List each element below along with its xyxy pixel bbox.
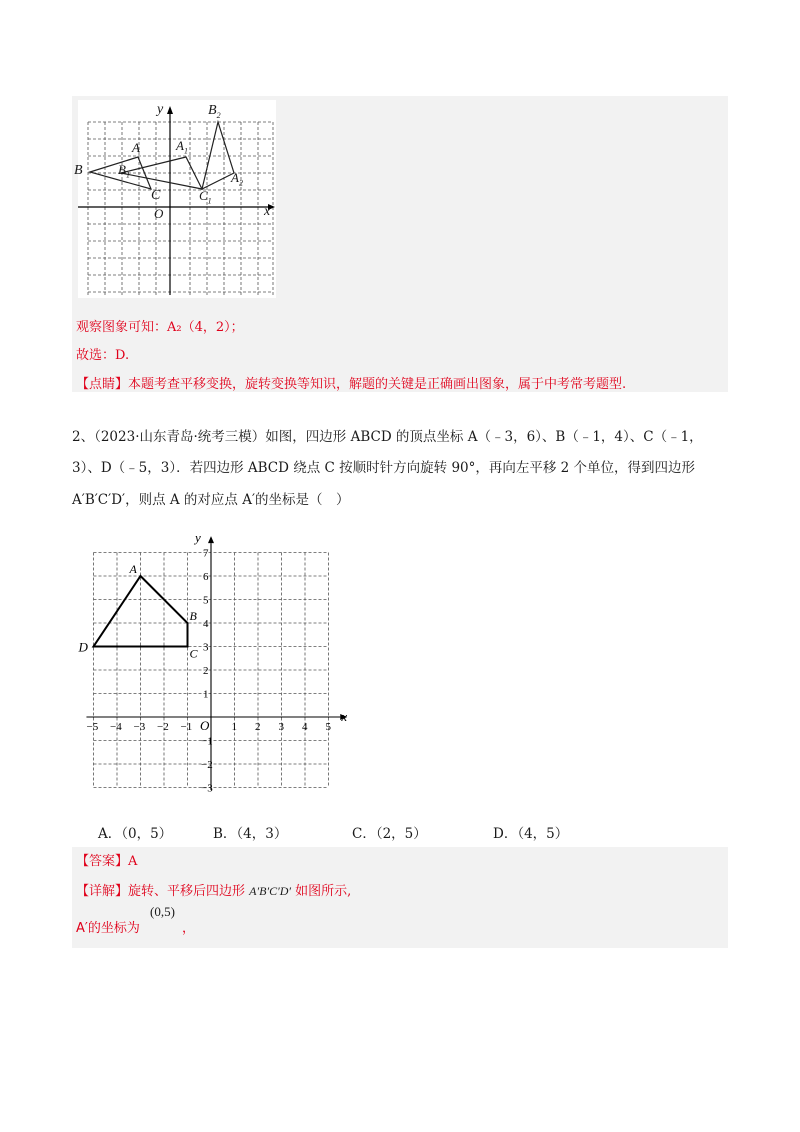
solution-observe: 观察图象可知：A₂（4，2）； [76,320,244,335]
detail-text: 旋转、平移后四边形 [128,884,246,899]
detail-math: A′B′C′D′ [249,884,292,898]
comment-text: 本题考查平移变换，旋转变换等知识，解题的关键是正确画出图象，属于中考常考题型. [128,377,627,392]
point-b-label: B [74,163,83,178]
y-tick-label: 2 [203,665,209,677]
vertex-d-label: D [78,639,88,655]
coord-suffix: ， [182,921,196,936]
coord-value: (0,5) [150,904,175,919]
point-b2-label: $B_2$ [208,103,221,120]
y-axis-label: y [195,529,201,545]
y-tick-label: 1 [203,688,209,701]
comment-line [76,373,626,392]
question-2-line-3: A′B′C′D′，则点 A 的对应点 A′的坐标是（ ） [72,492,350,508]
origin-label: O [154,206,164,221]
x-tick-label: 2 [255,721,261,733]
y-tick-label: 7 [203,547,209,560]
answer-value: A [128,854,138,869]
y-tick-label: 6 [203,571,209,583]
vertex-b-label: B [189,609,197,623]
point-a-label: A [132,140,140,155]
detail-line [76,880,351,899]
option-b: B．（4，3） [213,826,288,842]
point-c-label: C [151,188,161,203]
option-c: C．（2，5） [352,826,427,842]
point-a2-label: $A_2$ [231,170,243,188]
figure-2-graph [70,525,360,800]
figure-1-labels [74,100,276,298]
x-tick-label: −3 [133,721,146,733]
option-a: A．（0，5） [98,826,173,842]
coord-line [76,917,140,936]
y-axis-arrow [208,536,214,543]
y-axis-label: y [157,102,164,117]
x-tick-label: −2 [157,721,169,733]
y-tick-label: 5 [203,594,209,607]
x-tick-label: 4 [302,721,308,733]
coord-prefix: A′的坐标为 [76,921,140,936]
comment-tag: 【点睛】 [76,377,129,392]
detail-text-2: 如图所示, [295,884,352,899]
point-b1-label: $B_1$ [118,162,130,180]
point-c1-label: $C_1$ [199,188,212,206]
y-tick-label: 4 [203,618,209,630]
question-2-line-1: 2、（2023·山东青岛·统考三模）如图，四边形 ABCD 的顶点坐标 A（﹣3，6）、B（﹣1，4）、C（﹣1， [72,429,703,445]
x-tick-label: −1 [180,721,193,733]
question-2-line-2: 3）、D（﹣5，3）．若四边形 ABCD 绕点 C 按顺时针方向旋转 90°，再向左平移 2 个单位，得到四边形 [72,460,696,476]
detail-tag: 【详解】 [76,884,129,899]
answer-tag: 【答案】 [76,854,129,869]
vertex-a-label: A [129,562,137,576]
x-tick-label: 1 [231,721,237,733]
origin-label: O [200,718,210,733]
x-tick-label: −4 [110,721,122,733]
option-d: D．（4，5） [493,826,569,842]
x-axis-label: x [264,204,271,219]
y-tick-label: 3 [203,641,209,654]
x-axis-label: x [341,709,348,724]
x-tick-label: 3 [278,721,284,733]
y-tick-label: −1 [201,735,213,748]
x-tick-label: 5 [325,721,331,733]
vertex-c-label: C [189,646,198,661]
solution-choose: 故选：D. [76,348,130,363]
answer-line [76,850,137,869]
y-tick-label: −2 [201,759,213,771]
quadrilateral-abcd [94,576,188,647]
point-a1-label: $A_1$ [176,138,188,156]
x-tick-label: −5 [86,721,99,733]
y-tick-label: −3 [201,782,213,795]
